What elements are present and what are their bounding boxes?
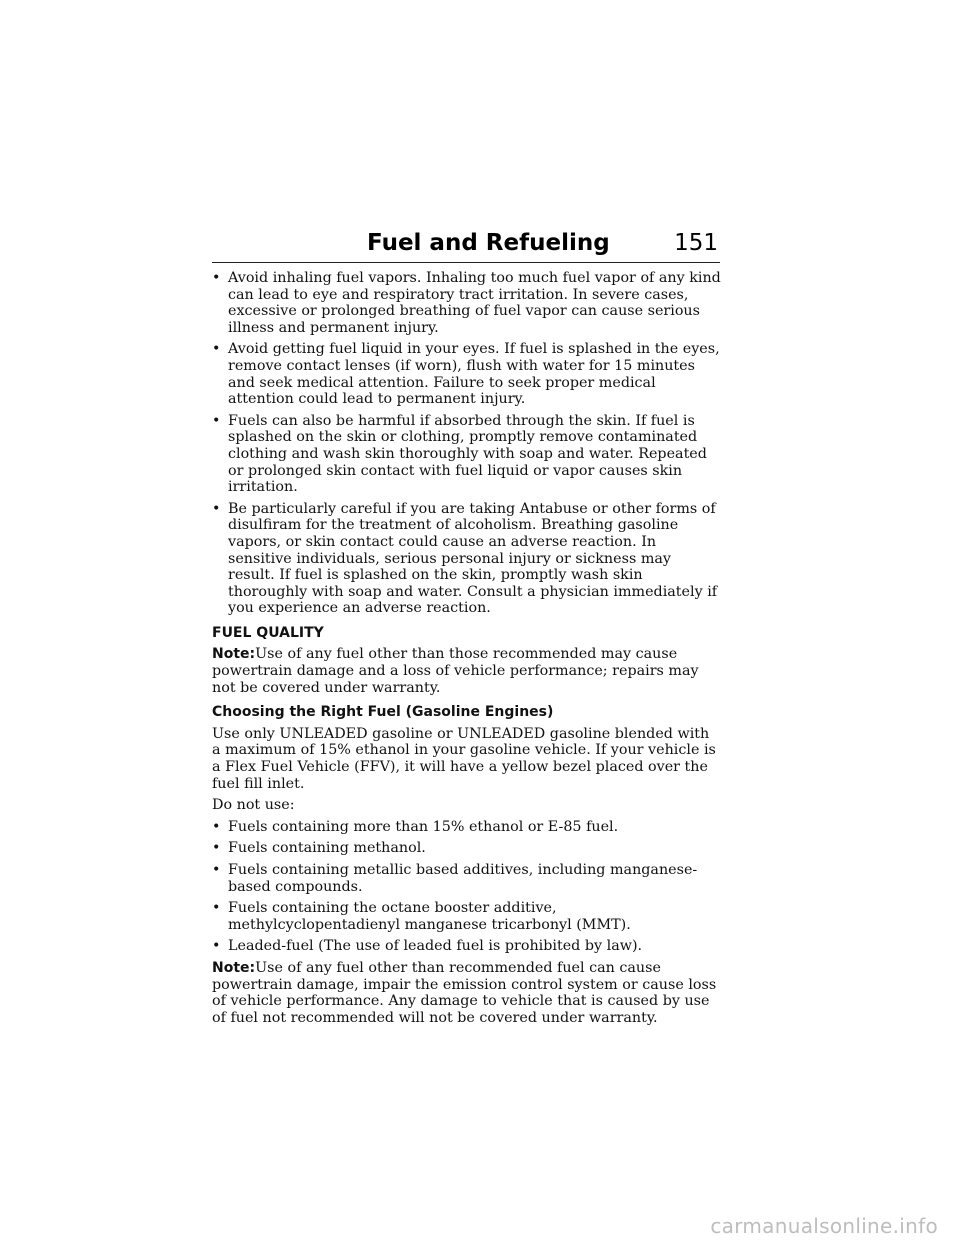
bullet-icon: • bbox=[212, 900, 221, 917]
note-text: Use of any fuel other than those recommended may cause powertrain damage and a loss of vehicle performance; repairs may not be covered under warranty. bbox=[212, 646, 699, 696]
bullet-icon: • bbox=[212, 500, 221, 517]
list-item bbox=[212, 501, 722, 617]
fuel-quality-note bbox=[212, 646, 722, 696]
list-item-text: Fuels containing methanol. bbox=[228, 840, 426, 857]
note-label: Note: bbox=[212, 646, 256, 663]
list-item-text: Be particularly careful if you are taking Antabuse or other forms of disulfiram for the treatment of alcoholism. Breathing gasoline vapors, or skin contact could cause an adverse reaction. In sensitive individuals, serious personal injury or sickness may result. If fuel is splashed on the skin, promptly wash skin thoroughly with soap and water. Consult a physician immediately if you experience an adverse reaction. bbox=[228, 500, 718, 617]
safety-bullet-list bbox=[212, 270, 722, 617]
list-item bbox=[212, 938, 722, 955]
list-item bbox=[212, 341, 722, 407]
bullet-icon: • bbox=[212, 938, 221, 955]
fuel-quality-heading: FUEL QUALITY bbox=[212, 624, 324, 641]
list-item-text: Avoid inhaling fuel vapors. Inhaling too much fuel vapor of any kind can lead to eye and respiratory tract irritation. In severe cases, excessive or prolonged breathing of fuel vapor can cause serious illness and permanent injury. bbox=[228, 270, 721, 336]
note-text: Use of any fuel other than recommended fuel can cause powertrain damage, impair the emission control system or cause loss of vehicle performance. Any damage to vehicle that is caused by use of fuel not recommended will not be covered under warranty. bbox=[212, 959, 717, 1026]
section-title: Fuel and Refueling bbox=[367, 230, 610, 256]
list-item-text: Fuels can also be harmful if absorbed through the skin. If fuel is splashed on the skin or clothing, promptly remove contaminated clothing and wash skin thoroughly with soap and water. Repeated or prolonged skin contact with fuel liquid or vapor causes skin irritation. bbox=[228, 412, 707, 496]
choosing-fuel-heading: Choosing the Right Fuel (Gasoline Engines) bbox=[212, 704, 554, 721]
warranty-note bbox=[212, 960, 722, 1026]
list-item bbox=[212, 413, 722, 496]
bullet-icon: • bbox=[212, 341, 221, 358]
page-number: 151 bbox=[674, 230, 718, 256]
note-label: Note: bbox=[212, 959, 256, 976]
list-item-text: Fuels containing metallic based additives, including manganese-based compounds. bbox=[228, 862, 698, 895]
list-item-text: Fuels containing more than 15% ethanol or E-85 fuel. bbox=[228, 818, 619, 835]
list-item bbox=[212, 862, 722, 895]
list-item bbox=[212, 270, 722, 336]
list-item bbox=[212, 819, 722, 836]
bullet-icon: • bbox=[212, 412, 221, 429]
page-content bbox=[212, 270, 722, 1031]
list-item bbox=[212, 900, 722, 933]
bullet-icon: • bbox=[212, 818, 221, 835]
do-not-use-list bbox=[212, 819, 722, 955]
list-item-text: Leaded-fuel (The use of leaded fuel is prohibited by law). bbox=[228, 938, 643, 955]
watermark: carmanualsonline.info bbox=[710, 1214, 938, 1238]
list-item-text: Fuels containing the octane booster additive, methylcyclopentadienyl manganese tricarbonyl (MMT). bbox=[228, 900, 631, 933]
list-item bbox=[212, 840, 722, 857]
choosing-fuel-paragraph: Use only UNLEADED gasoline or UNLEADED gasoline blended with a maximum of 15% ethanol in your gasoline vehicle. If your vehicle is a Flex Fuel Vehicle (FFV), it will have a yellow bezel placed over the fuel fill inlet. bbox=[212, 725, 716, 792]
list-item-text: Avoid getting fuel liquid in your eyes. If fuel is splashed in the eyes, remove contact lenses (if worn), flush with water for 15 minutes and seek medical attention. Failure to seek proper medical attention could lead to permanent injury. bbox=[228, 341, 720, 408]
do-not-use-label: Do not use: bbox=[212, 797, 295, 814]
bullet-icon: • bbox=[212, 862, 221, 878]
bullet-icon: • bbox=[212, 270, 221, 286]
page-header bbox=[212, 226, 720, 263]
bullet-icon: • bbox=[212, 840, 221, 857]
